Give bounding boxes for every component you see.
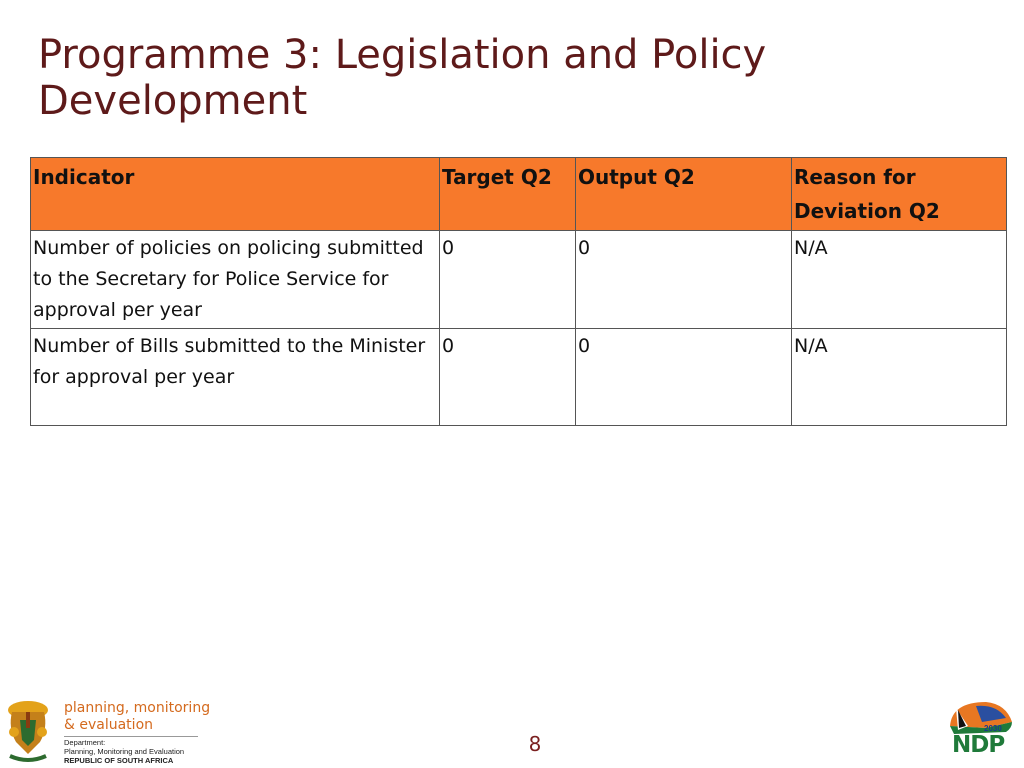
indicator-table xyxy=(30,157,1007,426)
coat-of-arms-icon xyxy=(2,698,54,764)
cell-indicator: Number of policies on policing submitted to the Secretary for Police Service for approval per year xyxy=(31,231,440,329)
logo-divider xyxy=(64,736,198,737)
header-indicator: Indicator xyxy=(31,158,440,231)
page-number: 8 xyxy=(528,732,542,756)
table-row xyxy=(31,329,1007,426)
cell-reason: N/A xyxy=(792,231,1007,329)
header-target-q2: Target Q2 xyxy=(440,158,576,231)
dept-line-2: Planning, Monitoring and Evaluation xyxy=(64,747,185,756)
cell-target: 0 xyxy=(440,329,576,426)
header-reason-deviation-q2: Reason for Deviation Q2 xyxy=(792,158,1007,231)
country-text: REPUBLIC OF SOUTH AFRICA xyxy=(64,756,174,765)
ndp-year: 2030 xyxy=(984,724,1002,733)
slide-title: Programme 3: Legislation and Policy Development xyxy=(38,32,767,124)
header-output-q2: Output Q2 xyxy=(576,158,792,231)
cell-target: 0 xyxy=(440,231,576,329)
dept-text xyxy=(64,738,184,756)
cell-output: 0 xyxy=(576,329,792,426)
pme-line-1: planning, monitoring xyxy=(64,700,211,716)
cell-indicator: Number of Bills submitted to the Minister for approval per year xyxy=(31,329,440,426)
cell-reason: N/A xyxy=(792,329,1007,426)
ndp-logo xyxy=(946,698,1016,764)
ndp-text: NDP xyxy=(952,732,1005,758)
table-header-row xyxy=(31,158,1007,231)
cell-output: 0 xyxy=(576,231,792,329)
dept-line-1: Department: xyxy=(64,738,106,747)
dpme-logo xyxy=(2,698,211,766)
pme-line-2: & evaluation xyxy=(64,717,154,733)
table-row xyxy=(31,231,1007,329)
